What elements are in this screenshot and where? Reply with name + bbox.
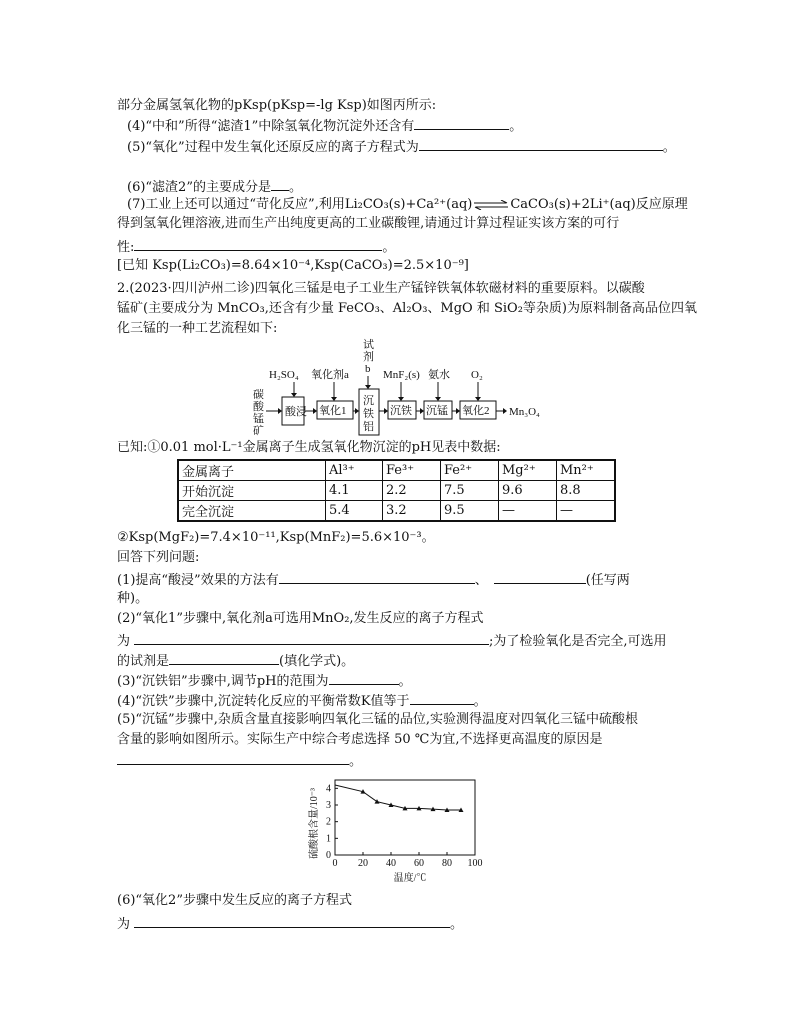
- step-label: 铝: [363, 421, 374, 433]
- q6: (6)“氧化2”步骤中发生反应的离子方程式: [117, 893, 352, 908]
- raw-material-char: 碳: [253, 389, 264, 401]
- y-axis-label: 硫酸根含量/10⁻³: [309, 787, 320, 860]
- table-cell: 2.2: [383, 481, 441, 501]
- table-header: Mn²⁺: [557, 460, 616, 481]
- equilibrium-arrow-icon: [472, 200, 510, 210]
- y-tick-label: 4: [326, 783, 331, 795]
- x-tick-label: 0: [332, 858, 338, 869]
- table-header: Fe³⁺: [383, 460, 441, 481]
- table-cell: 7.5: [441, 481, 499, 501]
- step-label: 酸浸: [285, 406, 307, 418]
- q3: (3)“沉铁铝”步骤中,调节pH的范围为 。: [117, 674, 412, 689]
- known-1: 已知:①0.01 mol·L⁻¹金属离子生成氢氧化物沉淀的pH见表中数据:: [117, 440, 501, 455]
- x-tick-label: 60: [414, 858, 424, 869]
- q1: (1)提高“酸浸”效果的方法有 、 (任写两: [117, 573, 630, 588]
- x-tick-label: 100: [467, 858, 483, 869]
- answer-blank[interactable]: [279, 571, 475, 584]
- table-header: Mg²⁺: [499, 460, 557, 481]
- table-cell: 9.6: [499, 481, 557, 501]
- y-tick-label: 1: [326, 833, 331, 845]
- table-cell: 开始沉淀: [178, 481, 326, 501]
- reagent-o2: O₂: [471, 369, 483, 381]
- table-cell: —: [499, 501, 557, 522]
- question-5: (5)“氧化”过程中发生氧化还原反应的离子方程式为 。: [127, 140, 676, 155]
- answer-blank[interactable]: [117, 752, 349, 765]
- question-4: (4)“中和”所得“滤渣1”中除氢氧化物沉淀外还含有 。: [127, 119, 523, 134]
- answer-blank[interactable]: [410, 692, 474, 705]
- reagent-mnf2: MnF₂(s): [383, 369, 420, 381]
- table-header: 金属离子: [178, 460, 326, 481]
- reagent-oxidant-a: 氧化剂a: [311, 369, 349, 381]
- table-header-row: [178, 460, 615, 481]
- step-label: 氧化1: [319, 405, 347, 417]
- sulfate-temperature-chart: [305, 772, 490, 887]
- known-2: ②Ksp(MgF₂)=7.4×10⁻¹¹,Ksp(MnF₂)=5.6×10⁻³。: [117, 530, 435, 545]
- q2-line-3: 的试剂是 (填化学式)。: [117, 654, 355, 669]
- problem-2-line-2: 锰矿(主要成分为 MnCO₃,还含有少量 FeCO₃、Al₂O₃、MgO 和 SiO₂等杂质)为原料制备高品位四氧: [117, 301, 697, 316]
- process-flow-diagram: [245, 338, 575, 443]
- reagent-b: 剂: [363, 351, 374, 363]
- table-header: Al³⁺: [326, 460, 383, 481]
- plot-frame: [335, 780, 475, 855]
- x-tick-label: 80: [442, 858, 452, 869]
- reagent-b: 试: [363, 339, 374, 351]
- ph-data-table: [177, 459, 616, 522]
- answer-blank[interactable]: [134, 238, 382, 251]
- step-label: 沉铁: [390, 405, 412, 417]
- x-axis-label: 温度/℃: [393, 873, 427, 884]
- y-tick-label: 2: [326, 816, 331, 828]
- step-label: 沉: [363, 395, 374, 407]
- step-label: 氧化2: [462, 405, 490, 417]
- line-6: 得到氢氧化锂溶液,进而生产出纯度更高的工业碳酸锂,请通过计算过程证实该方案的可行: [117, 216, 620, 231]
- product-mn3o4: Mn₃O₄: [509, 406, 540, 418]
- given-ksp: [已知 Ksp(Li₂CO₃)=8.64×10⁻⁴,Ksp(CaCO₃)=2.5×10⁻⁹]: [117, 258, 469, 273]
- table-cell: 完全沉淀: [178, 501, 326, 522]
- answer-blank[interactable]: [134, 632, 489, 645]
- q5-line-3: 。: [117, 752, 362, 770]
- reagent-b: b: [365, 363, 371, 375]
- answer-blank[interactable]: [419, 138, 663, 151]
- series-line: [335, 785, 461, 810]
- y-tick-label: 3: [326, 800, 331, 811]
- q1-cont: 种)。: [117, 591, 149, 606]
- q6-line-2: 为 。: [117, 917, 464, 932]
- table-cell: 8.8: [557, 481, 616, 501]
- table-row: [178, 501, 615, 522]
- table-cell: 4.1: [326, 481, 383, 501]
- answer-prompt: 回答下列问题:: [117, 550, 200, 565]
- y-tick-label: 0: [326, 850, 331, 861]
- q4: (4)“沉铁”步骤中,沉淀转化反应的平衡常数K值等于 。: [117, 694, 487, 709]
- table-header: Fe²⁺: [441, 460, 499, 481]
- q5-line-2: 含量的影响如图所示。实际生产中综合考虑选择 50 ℃为宜,不选择更高温度的原因是: [117, 732, 603, 747]
- x-tick-label: 20: [358, 858, 368, 869]
- problem-2-line-3: 化三锰的一种工艺流程如下:: [117, 321, 278, 336]
- line-1: 部分金属氢氧化物的pKsp(pKsp=-lg Ksp)如图丙所示:: [117, 98, 437, 113]
- answer-blank[interactable]: [134, 915, 450, 928]
- x-tick-label: 40: [386, 858, 396, 869]
- question-7: (7)工业上还可以通过“苛化反应”,利用Li₂CO₃(s)+Ca²⁺(aq) CaCO₃(s)+2Li⁺(aq)反应原理: [127, 197, 688, 212]
- table-cell: 3.2: [383, 501, 441, 522]
- table-cell: 9.5: [441, 501, 499, 522]
- reagent-h2so4: H₂SO₄: [269, 369, 299, 381]
- step-label: 铁: [363, 408, 374, 420]
- table-cell: 5.4: [326, 501, 383, 522]
- q5: (5)“沉锰”步骤中,杂质含量直接影响四氧化三锰的品位,实验测得温度对四氧化三锰中硫酸根: [117, 712, 638, 727]
- answer-blank[interactable]: [169, 652, 279, 665]
- reagent-ammonia: 氨水: [428, 369, 450, 381]
- answer-blank[interactable]: [329, 672, 399, 685]
- question-6: (6)“滤渣2”的主要成分是 。: [127, 180, 302, 195]
- raw-material-char: 锰: [253, 413, 264, 425]
- q2: (2)“氧化1”步骤中,氧化剂a可选用MnO₂,发生反应的离子方程式: [117, 611, 484, 626]
- line-7: 性: 。: [117, 240, 396, 255]
- table-cell: —: [557, 501, 616, 522]
- answer-blank[interactable]: [271, 178, 289, 191]
- table-row: [178, 481, 615, 501]
- q2-line-2: 为 ;为了检验氧化是否完全,可选用: [117, 634, 667, 649]
- problem-2-line-1: 2.(2023·四川泸州二诊)四氧化三锰是电子工业生产锰锌铁氧体软磁材料的重要原料。以碳酸: [117, 281, 645, 296]
- step-label: 沉锰: [426, 405, 448, 417]
- answer-blank[interactable]: [494, 571, 586, 584]
- raw-material-char: 酸: [253, 401, 264, 413]
- answer-blank[interactable]: [414, 117, 509, 130]
- raw-material-char: 矿: [253, 425, 264, 437]
